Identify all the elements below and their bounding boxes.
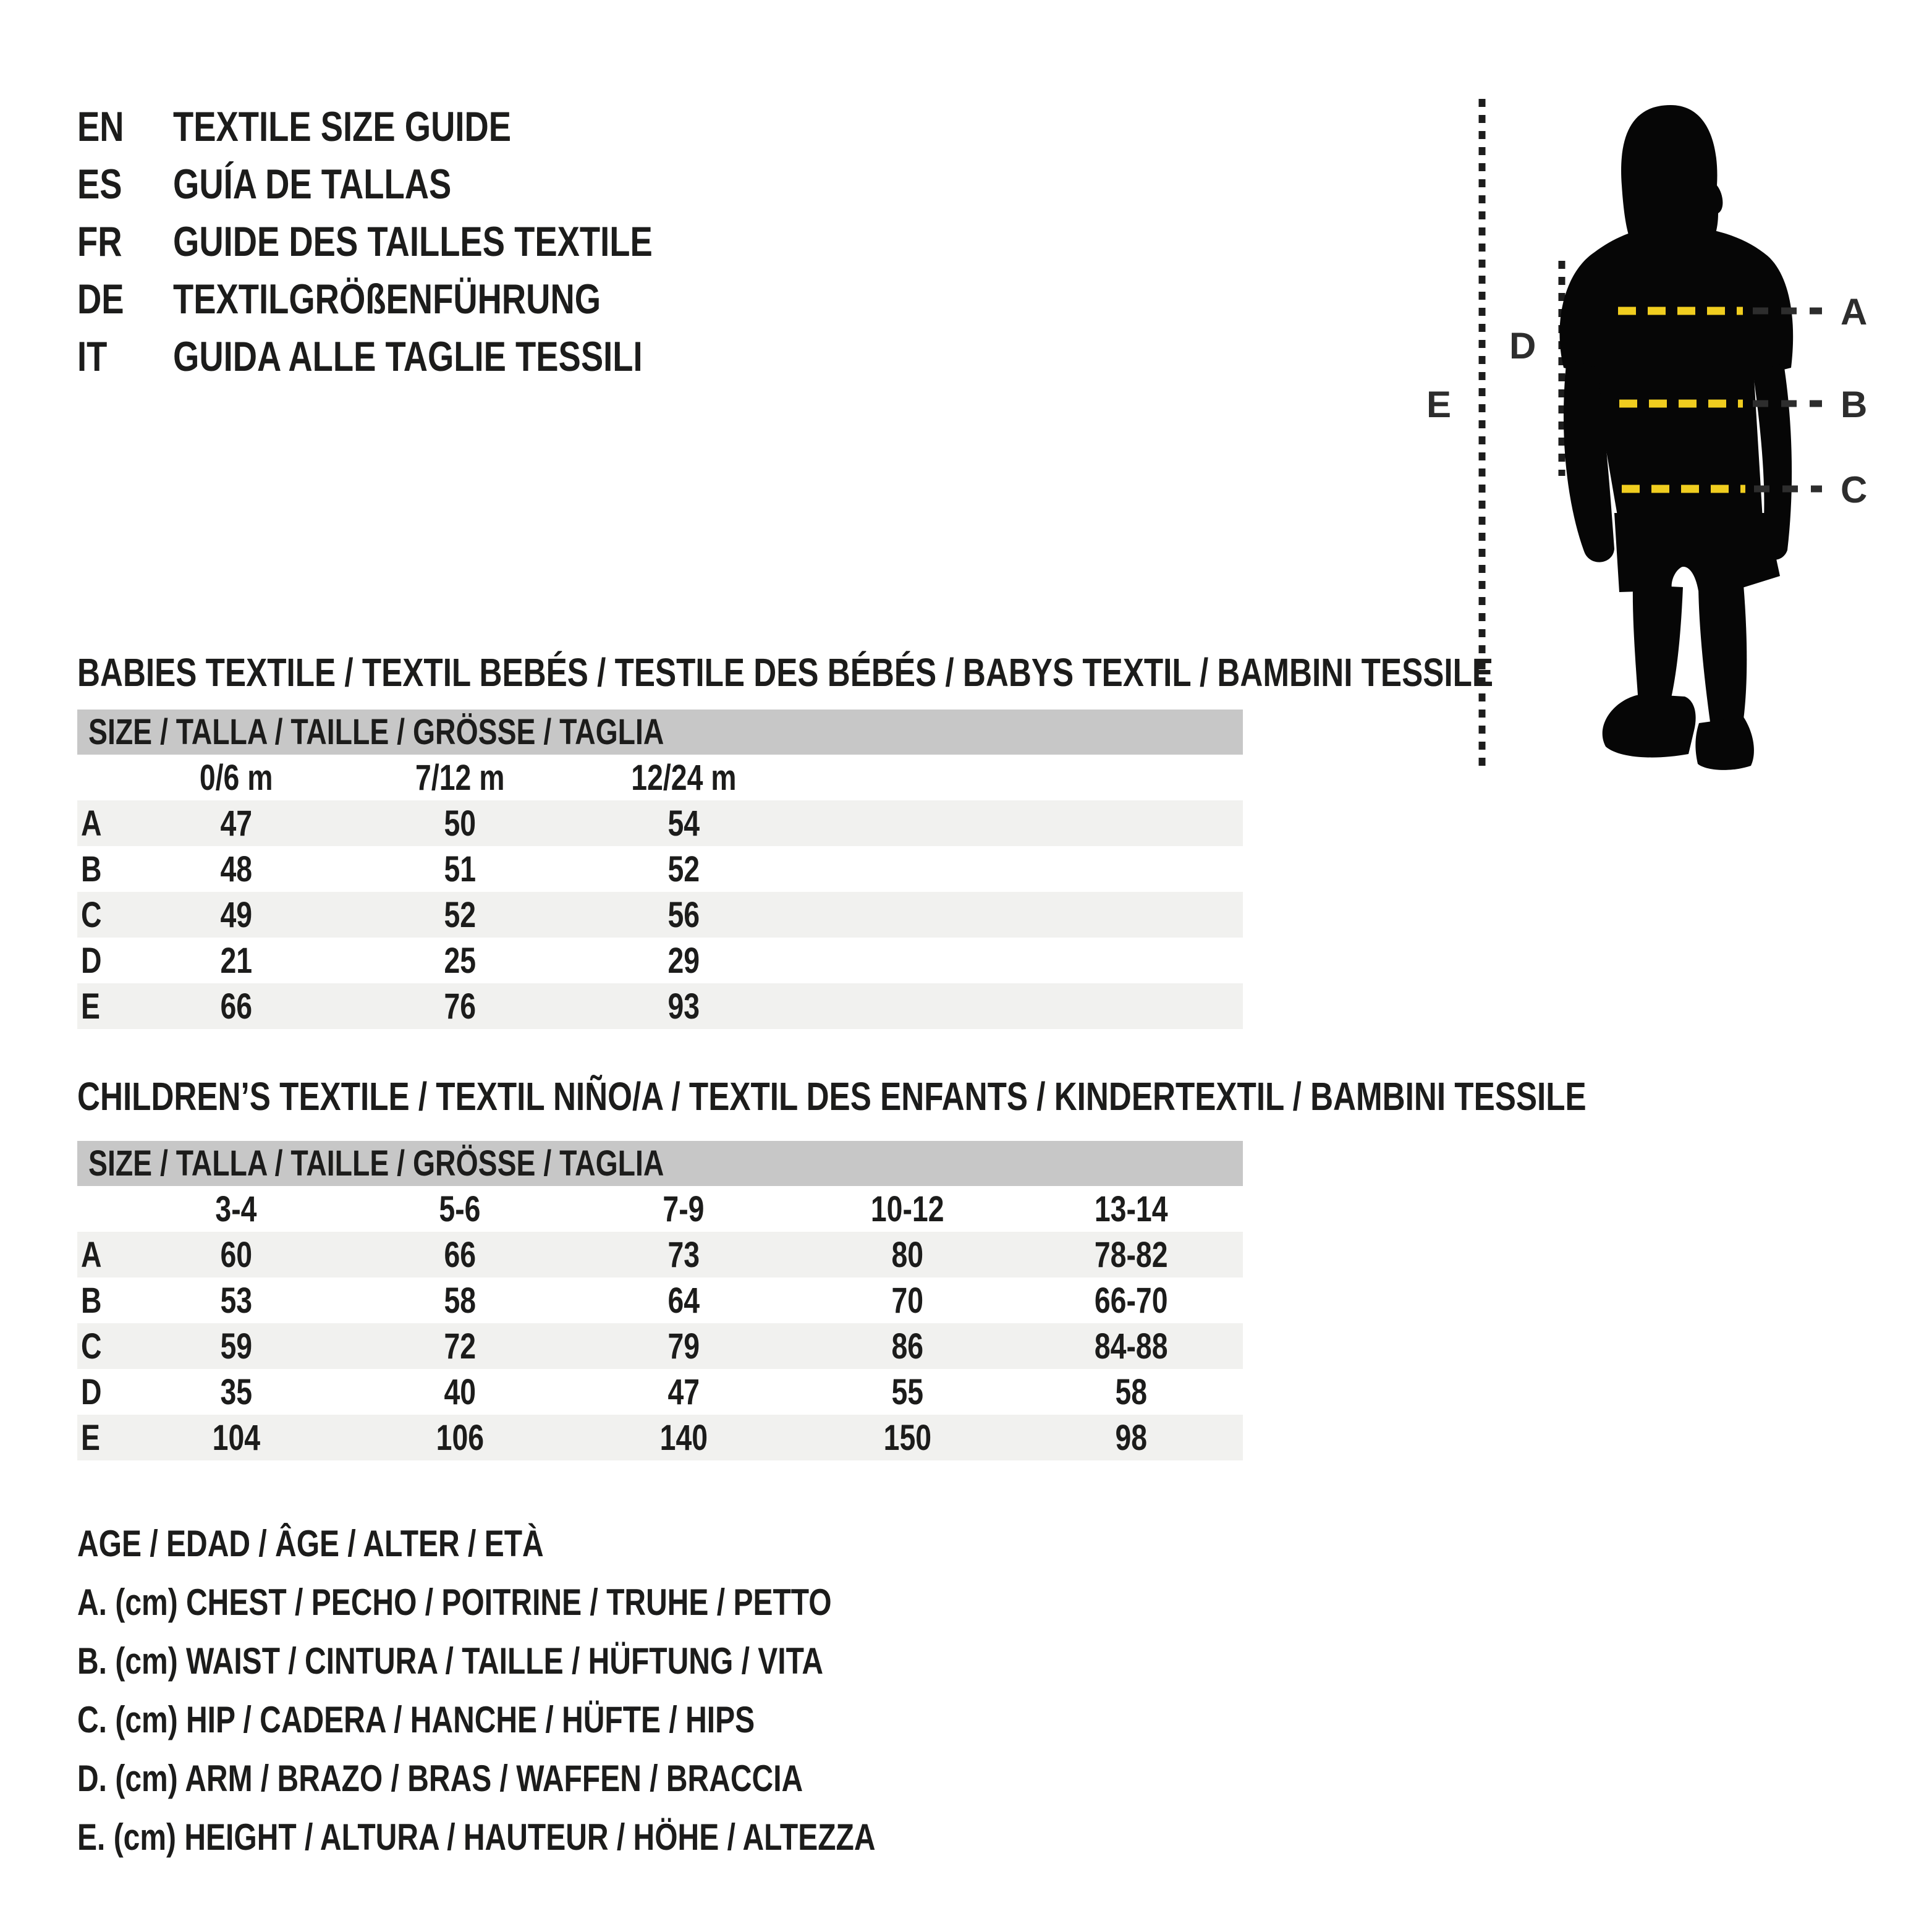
legend-waist: B. (cm) WAIST / CINTURA / TAILLE / HÜFTUNG / VITA bbox=[77, 1640, 824, 1682]
table-value: 59 bbox=[220, 1326, 252, 1366]
children-col-10-12: 10-12 bbox=[870, 1188, 944, 1229]
lang-code-es: ES bbox=[77, 160, 122, 208]
table-value: 79 bbox=[667, 1326, 700, 1366]
table-value: 21 bbox=[220, 940, 252, 981]
row-label: D bbox=[81, 940, 102, 981]
measurement-legend bbox=[77, 1514, 1075, 1866]
children-size-table bbox=[77, 1141, 1243, 1460]
babies-col-0-6m: 0/6 m bbox=[199, 757, 273, 798]
measure-label-d: D bbox=[1509, 325, 1536, 366]
table-value: 56 bbox=[667, 894, 700, 935]
lang-code-en: EN bbox=[77, 103, 124, 150]
table-value: 73 bbox=[667, 1234, 700, 1275]
table-value: 80 bbox=[891, 1234, 923, 1275]
lang-code-fr: FR bbox=[77, 218, 122, 265]
table-value: 78-82 bbox=[1094, 1234, 1168, 1275]
babies-row-c bbox=[77, 892, 1243, 938]
table-value: 51 bbox=[444, 849, 476, 889]
legend-chest: A. (cm) CHEST / PECHO / POITRINE / TRUHE / PETTO bbox=[77, 1582, 832, 1623]
children-row-a bbox=[77, 1232, 1243, 1277]
silhouette-right-shoe bbox=[1695, 717, 1754, 770]
children-col-3-4: 3-4 bbox=[215, 1188, 257, 1229]
measure-label-a: A bbox=[1841, 291, 1868, 333]
children-col-7-9: 7-9 bbox=[663, 1188, 705, 1229]
table-value: 40 bbox=[444, 1371, 476, 1412]
table-value: 93 bbox=[667, 986, 700, 1027]
table-value: 58 bbox=[444, 1280, 476, 1321]
legend-arm: D. (cm) ARM / BRAZO / BRAS / WAFFEN / BRACCIA bbox=[77, 1758, 803, 1799]
table-value: 54 bbox=[667, 803, 700, 844]
table-value: 64 bbox=[667, 1280, 700, 1321]
babies-section-title: BABIES TEXTILE / TEXTIL BEBÉS / TESTILE DES BÉBÉS / BABYS TEXTIL / BAMBINI TESSILE bbox=[77, 650, 1494, 695]
table-value: 35 bbox=[220, 1371, 252, 1412]
table-value: 47 bbox=[667, 1371, 700, 1412]
legend-height: E. (cm) HEIGHT / ALTURA / HAUTEUR / HÖHE / ALTEZZA bbox=[77, 1816, 876, 1858]
measure-label-b: B bbox=[1841, 384, 1868, 425]
lang-row-es bbox=[77, 155, 773, 213]
children-row-b bbox=[77, 1277, 1243, 1323]
table-value: 52 bbox=[444, 894, 476, 935]
page-title-de: TEXTILGRÖßENFÜHRUNG bbox=[173, 275, 601, 323]
table-value: 72 bbox=[444, 1326, 476, 1366]
table-value: 66-70 bbox=[1094, 1280, 1168, 1321]
table-value: 150 bbox=[883, 1417, 931, 1458]
table-value: 50 bbox=[444, 803, 476, 844]
table-value: 58 bbox=[1115, 1371, 1147, 1412]
row-label: B bbox=[81, 849, 102, 889]
children-column-header-row bbox=[77, 1186, 1243, 1232]
table-value: 140 bbox=[659, 1417, 708, 1458]
language-title-list bbox=[77, 98, 773, 385]
lang-code-de: DE bbox=[77, 275, 124, 323]
babies-row-b bbox=[77, 846, 1243, 892]
babies-col-7-12m: 7/12 m bbox=[415, 757, 505, 798]
children-row-d bbox=[77, 1369, 1243, 1415]
table-value: 29 bbox=[667, 940, 700, 981]
table-value: 60 bbox=[220, 1234, 252, 1275]
babies-size-table bbox=[77, 710, 1243, 1029]
babies-row-e bbox=[77, 983, 1243, 1029]
table-value: 53 bbox=[220, 1280, 252, 1321]
lang-row-it bbox=[77, 328, 773, 385]
babies-column-header-row bbox=[77, 755, 1243, 800]
row-label: E bbox=[81, 1417, 100, 1458]
table-value: 70 bbox=[891, 1280, 923, 1321]
row-label: C bbox=[81, 894, 102, 935]
babies-row-d bbox=[77, 938, 1243, 983]
lang-code-it: IT bbox=[77, 333, 108, 380]
page-title-fr: GUIDE DES TAILLES TEXTILE bbox=[173, 218, 653, 265]
row-label: A bbox=[81, 803, 102, 844]
measure-label-e: E bbox=[1426, 384, 1452, 425]
table-value: 47 bbox=[220, 803, 252, 844]
legend-age: AGE / EDAD / ÂGE / ALTER / ETÀ bbox=[77, 1523, 544, 1564]
lang-row-en bbox=[77, 98, 773, 155]
table-value: 48 bbox=[220, 849, 252, 889]
legend-hip: C. (cm) HIP / CADERA / HANCHE / HÜFTE / HIPS bbox=[77, 1699, 755, 1740]
children-table-header-bar: SIZE / TALLA / TAILLE / GRÖSSE / TAGLIA bbox=[77, 1141, 1243, 1186]
row-label: A bbox=[81, 1234, 102, 1275]
row-label: E bbox=[81, 986, 100, 1027]
babies-row-a bbox=[77, 800, 1243, 846]
table-value: 106 bbox=[436, 1417, 484, 1458]
children-row-c bbox=[77, 1323, 1243, 1369]
table-value: 98 bbox=[1115, 1417, 1147, 1458]
page-title-es: GUÍA DE TALLAS bbox=[173, 160, 452, 208]
row-label: D bbox=[81, 1371, 102, 1412]
children-col-13-14: 13-14 bbox=[1094, 1188, 1168, 1229]
table-value: 49 bbox=[220, 894, 252, 935]
table-value: 84-88 bbox=[1094, 1326, 1168, 1366]
lang-row-de bbox=[77, 270, 773, 328]
table-value: 25 bbox=[444, 940, 476, 981]
row-label: C bbox=[81, 1326, 102, 1366]
table-value: 76 bbox=[444, 986, 476, 1027]
table-value: 104 bbox=[212, 1417, 260, 1458]
table-value: 52 bbox=[667, 849, 700, 889]
children-col-5-6: 5-6 bbox=[439, 1188, 481, 1229]
table-value: 86 bbox=[891, 1326, 923, 1366]
silhouette-shorts bbox=[1614, 513, 1780, 592]
babies-col-12-24m: 12/24 m bbox=[630, 757, 737, 798]
measure-label-c: C bbox=[1841, 469, 1868, 511]
babies-table-header-bar: SIZE / TALLA / TAILLE / GRÖSSE / TAGLIA bbox=[77, 710, 1243, 755]
silhouette-left-shoe bbox=[1603, 694, 1696, 758]
children-section-title: CHILDREN’S TEXTILE / TEXTIL NIÑO/A / TEXTIL DES ENFANTS / KINDERTEXTIL / BAMBINI TESSILE bbox=[77, 1074, 1587, 1119]
lang-row-fr bbox=[77, 213, 773, 270]
row-label: B bbox=[81, 1280, 102, 1321]
table-value: 55 bbox=[891, 1371, 923, 1412]
children-row-e bbox=[77, 1415, 1243, 1460]
page-title-it: GUIDA ALLE TAGLIE TESSILI bbox=[173, 333, 643, 380]
page-title-en: TEXTILE SIZE GUIDE bbox=[173, 103, 512, 150]
table-value: 66 bbox=[220, 986, 252, 1027]
table-value: 66 bbox=[444, 1234, 476, 1275]
